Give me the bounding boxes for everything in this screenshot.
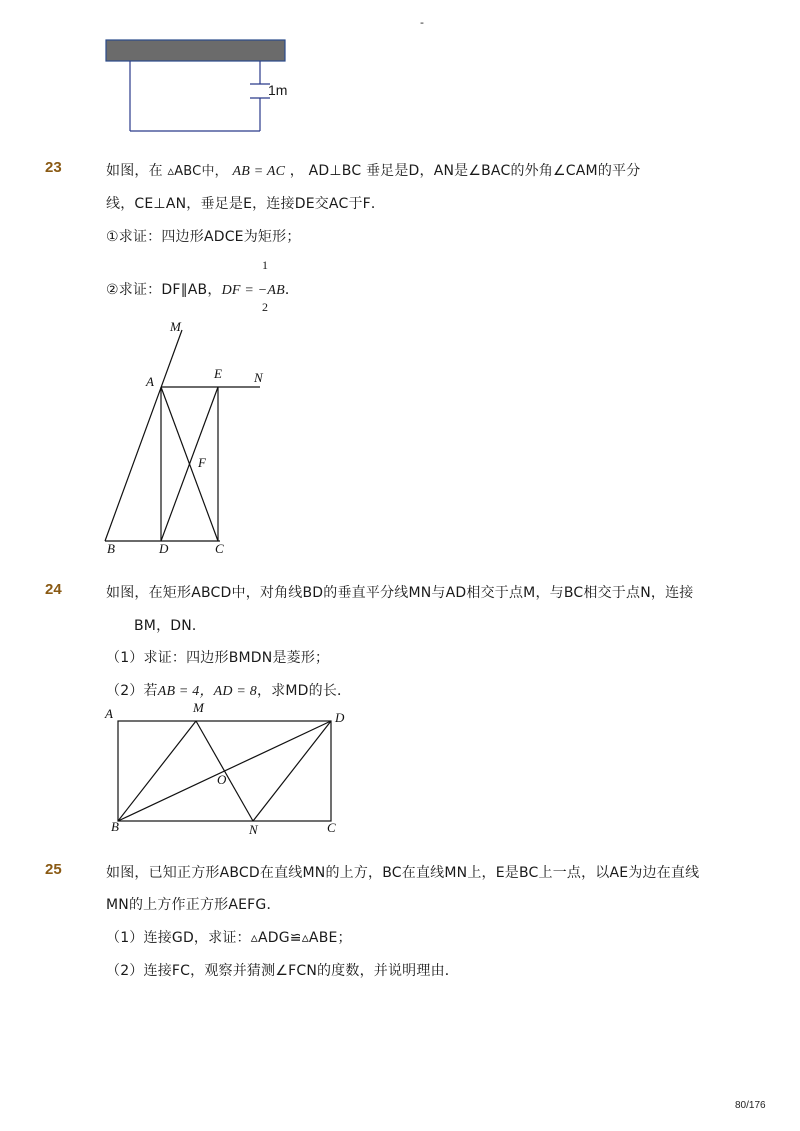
header-mark: -	[420, 16, 425, 29]
q23-label-B: B	[107, 541, 115, 556]
q24-part1: （1）求证：四边形BMDN是菱形；	[106, 650, 330, 666]
q24-number: 24	[45, 581, 62, 598]
q25-line1: 如图，已知正方形ABCD在直线MN的上方，BC在直线MN上，E是BC上一点，以AE为边在直线	[106, 865, 700, 881]
q23-part1: ①求证：四边形ADCE为矩形；	[106, 229, 301, 245]
q23-label-F: F	[198, 455, 206, 470]
q23-number: 23	[45, 159, 62, 176]
q24-label-N: N	[249, 822, 258, 837]
q23-label-C: C	[215, 541, 224, 556]
q24-label-O: O	[217, 772, 227, 787]
q24-line-ND	[253, 721, 331, 821]
q24-label-M: M	[193, 700, 204, 715]
page-number: 80/176	[735, 1100, 766, 1111]
q24-line1: 如图，在矩形ABCD中，对角线BD的垂直平分线MN与AD相交于点M，与BC相交于点N，连接	[106, 585, 694, 601]
q24-line-BM	[118, 721, 196, 821]
q25-part2: （2）连接FC，观察并猜测∠FCN的度数，并说明理由．	[106, 963, 459, 979]
q23-part2: ②求证：DF∥AB，DF = −AB．	[106, 282, 300, 298]
q24-label-D: D	[335, 710, 345, 725]
circuit-label: 1m	[268, 82, 288, 98]
q25-part1: （1）连接GD，求证：▵ADG≌▵ABE；	[106, 930, 352, 946]
q23-line1: 如图，在 ▵ABC中， AB = AC ， AD⊥BC 垂足是D，AN是∠BAC的外角∠CAM的平分	[106, 163, 641, 179]
q23-frac-numerator: 1	[262, 258, 268, 272]
q23-label-N: N	[254, 370, 263, 385]
q24-label-C: C	[327, 820, 336, 835]
q24-label-A: A	[105, 706, 113, 721]
q24-label-B: B	[111, 819, 119, 834]
q24-line2: BM，DN．	[134, 618, 207, 634]
q23-frac-denominator: 2	[262, 300, 268, 314]
q25-line2: MN的上方作正方形AEFG．	[106, 897, 281, 913]
q24-part2: （2）若AB = 4，AD = 8，求MD的长．	[106, 683, 352, 699]
q25-number: 25	[45, 861, 62, 878]
q24-line-MN	[196, 721, 253, 821]
q23-line2: 线，CE⊥AN，垂足是E，连接DE交AC于F．	[106, 196, 386, 212]
q23-label-M: M	[170, 319, 181, 334]
q23-label-D: D	[159, 541, 169, 556]
q23-label-A: A	[146, 374, 154, 389]
q23-label-E: E	[214, 366, 222, 381]
